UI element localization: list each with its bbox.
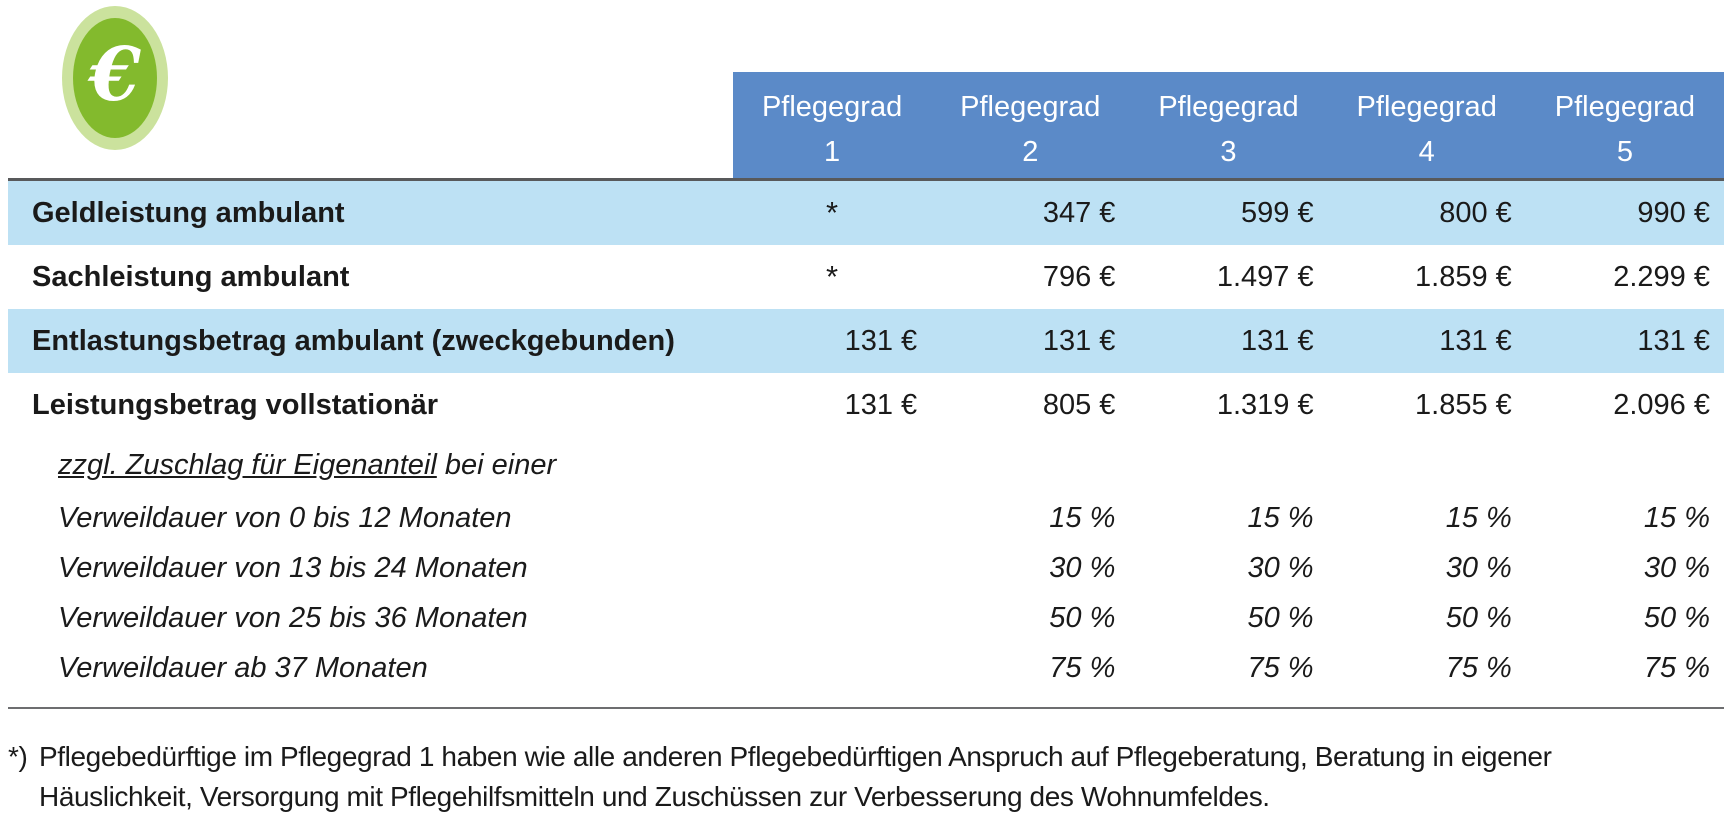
footnote-line-1: Pflegebedürftige im Pflegegrad 1 haben wie alle anderen Pflegebedürftigen Anspruch auf Pflegeberatung, Beratung in eigener — [39, 741, 1552, 772]
cell-pg3: 1.319 € — [1216, 388, 1314, 421]
row-label — [8, 449, 733, 482]
column-header-pflegegrad-2 — [931, 72, 1129, 178]
cell-pg2: 131 € — [1042, 324, 1116, 357]
euro-symbol: € — [89, 32, 141, 118]
cell-pg5: 50 % — [1643, 601, 1710, 634]
cell-pg2: 796 € — [1042, 260, 1116, 293]
row-label: Entlastungsbetrag ambulant (zweckgebunden) — [32, 324, 675, 357]
table-body — [8, 178, 1724, 709]
table-row-leistungsbetrag — [8, 373, 1724, 437]
footnote-line-2: Häuslichkeit, Versorgung mit Pflegehilfsmitteln und Zuschüssen zur Verbesserung des Wohnumfeldes. — [39, 781, 1270, 812]
column-header-number: 1 — [824, 136, 841, 168]
table-row-verweildauer-0-12 — [8, 493, 1724, 543]
column-header-pflegegrad-3 — [1129, 72, 1327, 178]
table-header-row — [733, 72, 1724, 178]
row-label: Verweildauer von 25 bis 36 Monaten — [58, 601, 528, 634]
cell-pg4: 15 % — [1445, 501, 1512, 534]
cell-pg3: 30 % — [1247, 551, 1314, 584]
column-header-number: 5 — [1616, 136, 1633, 168]
cell-pg3: 599 € — [1241, 196, 1314, 229]
cell-pg2: 50 % — [1049, 601, 1116, 634]
column-header-number: 2 — [1022, 136, 1039, 168]
cell-pg4: 75 % — [1445, 651, 1512, 684]
cell-pg4: 30 % — [1445, 551, 1512, 584]
cell-pg5: 131 € — [1637, 324, 1710, 357]
footnote-marker: *) — [8, 741, 28, 772]
column-header-number: 3 — [1220, 136, 1237, 168]
cell-pg2: 15 % — [1049, 501, 1116, 534]
cell-pg3: 15 % — [1247, 501, 1314, 534]
table-row-verweildauer-13-24 — [8, 543, 1724, 593]
benefits-table — [8, 72, 1724, 709]
row-label-tail: bei einer — [436, 448, 557, 481]
cell-pg4: 1.855 € — [1415, 388, 1512, 421]
column-header-label: Pflegegrad — [1554, 91, 1696, 123]
cell-pg5: 2.299 € — [1613, 260, 1710, 293]
column-header-number: 4 — [1418, 136, 1435, 168]
row-label: Leistungsbetrag vollstationär — [32, 388, 439, 421]
cell-pg3: 50 % — [1247, 601, 1314, 634]
cell-pg1: 131 € — [844, 388, 918, 421]
table-row-sachleistung — [8, 245, 1724, 309]
cell-pg5: 15 % — [1643, 501, 1710, 534]
row-label: Verweildauer ab 37 Monaten — [58, 651, 428, 684]
row-label: Geldleistung ambulant — [32, 196, 345, 229]
cell-pg1: * — [826, 195, 839, 230]
column-header-label: Pflegegrad — [960, 91, 1101, 123]
cell-pg5: 75 % — [1643, 651, 1710, 684]
column-header-label: Pflegegrad — [1158, 91, 1299, 123]
cell-pg4: 1.859 € — [1415, 260, 1512, 293]
table-row-geldleistung — [8, 181, 1724, 245]
cell-pg3: 1.497 € — [1216, 260, 1314, 293]
row-label: Verweildauer von 13 bis 24 Monaten — [58, 551, 528, 584]
cell-pg4: 131 € — [1439, 324, 1512, 357]
cell-pg5: 990 € — [1637, 196, 1710, 229]
column-header-label: Pflegegrad — [761, 91, 903, 123]
column-header-pflegegrad-4 — [1328, 72, 1526, 178]
row-label: Verweildauer von 0 bis 12 Monaten — [58, 501, 512, 534]
column-header-pflegegrad-5 — [1526, 72, 1724, 178]
cell-pg5: 2.096 € — [1613, 388, 1710, 421]
table-row-verweildauer-25-36 — [8, 593, 1724, 643]
column-header-label: Pflegegrad — [1356, 91, 1497, 123]
row-label-underlined: zzgl. Zuschlag für Eigenanteil — [58, 448, 437, 481]
cell-pg1: * — [826, 259, 839, 294]
cell-pg3: 75 % — [1247, 651, 1314, 684]
cell-pg1: 131 € — [844, 324, 918, 357]
cell-pg2: 805 € — [1042, 388, 1116, 421]
footnote — [8, 737, 1708, 817]
cell-pg2: 75 % — [1049, 651, 1116, 684]
cell-pg3: 131 € — [1241, 324, 1314, 357]
column-header-pflegegrad-1 — [733, 72, 931, 178]
table-row-entlastungsbetrag — [8, 309, 1724, 373]
cell-pg4: 50 % — [1445, 601, 1512, 634]
cell-pg4: 800 € — [1439, 196, 1512, 229]
table-row-zuschlag-header — [8, 437, 1724, 493]
row-label: Sachleistung ambulant — [32, 260, 350, 293]
cell-pg2: 30 % — [1049, 551, 1116, 584]
cell-pg2: 347 € — [1042, 196, 1116, 229]
table-row-verweildauer-ab-37 — [8, 643, 1724, 693]
cell-pg5: 30 % — [1643, 551, 1710, 584]
